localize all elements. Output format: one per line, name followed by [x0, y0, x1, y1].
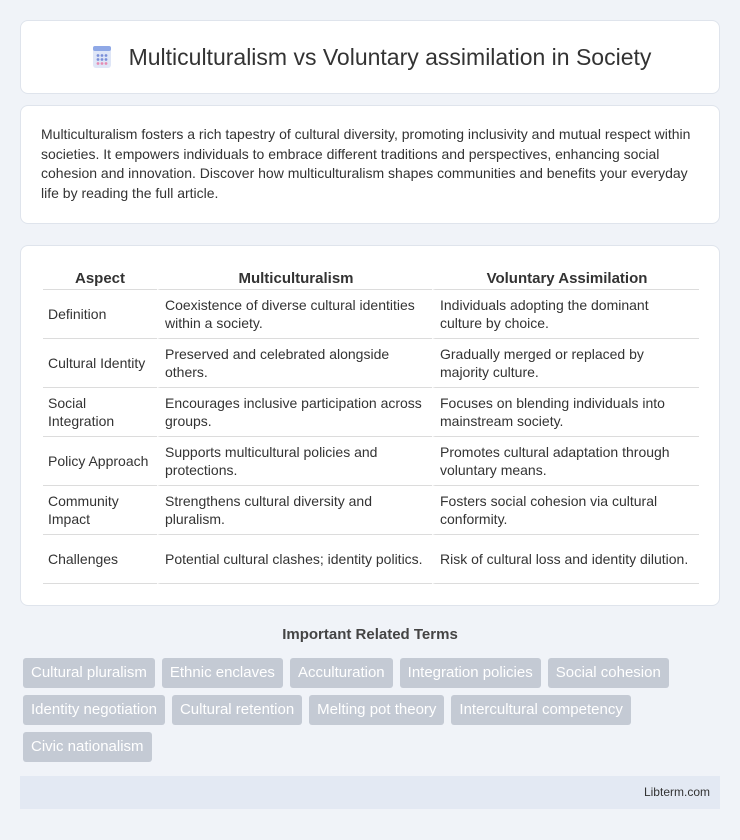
related-term-tag[interactable]: Ethnic enclaves: [162, 658, 283, 688]
row-voluntary-assimilation: Risk of cultural loss and identity dilution.: [432, 535, 699, 584]
table-row: [43, 290, 699, 339]
row-multiculturalism: Potential cultural clashes; identity politics.: [157, 535, 432, 584]
row-voluntary-assimilation: Focuses on blending individuals into mainstream society.: [432, 388, 699, 437]
related-term-tag[interactable]: Integration policies: [400, 658, 541, 688]
intro-text: Multiculturalism fosters a rich tapestry of cultural diversity, promoting inclusivity and mutual respect within societies. It empowers individuals to embrace different traditions and perspectives, enhancing social cohesion and innovation. Discover how multiculturalism shapes communities and benefits your everyday life by reading the full article.: [41, 126, 691, 201]
row-voluntary-assimilation: Gradually merged or replaced by majority culture.: [432, 339, 699, 388]
header-multiculturalism: Multiculturalism: [157, 268, 432, 290]
footer: [20, 776, 720, 809]
row-voluntary-assimilation: Individuals adopting the dominant culture by choice.: [432, 290, 699, 339]
row-aspect: Cultural Identity: [43, 339, 157, 388]
related-term-tag[interactable]: Identity negotiation: [23, 695, 165, 725]
row-aspect: Policy Approach: [43, 437, 157, 486]
table-row: [43, 339, 699, 388]
comparison-table: [43, 268, 699, 584]
row-multiculturalism: Coexistence of diverse cultural identities within a society.: [157, 290, 432, 339]
row-multiculturalism: Supports multicultural policies and protections.: [157, 437, 432, 486]
header-card: [20, 20, 720, 94]
table-row: [43, 486, 699, 535]
related-term-tag[interactable]: Intercultural competency: [451, 695, 630, 725]
header-voluntary-assimilation: Voluntary Assimilation: [432, 268, 699, 290]
related-term-tag[interactable]: Civic nationalism: [23, 732, 152, 762]
row-voluntary-assimilation: Promotes cultural adaptation through voluntary means.: [432, 437, 699, 486]
related-term-tag[interactable]: Cultural retention: [172, 695, 302, 725]
related-terms-heading: Important Related Terms: [282, 626, 458, 643]
related-term-tag[interactable]: Melting pot theory: [309, 695, 444, 725]
comparison-card: [20, 245, 720, 606]
table-row: [43, 437, 699, 486]
related-term-tag[interactable]: Acculturation: [290, 658, 393, 688]
row-multiculturalism: Encourages inclusive participation across groups.: [157, 388, 432, 437]
header-aspect: Aspect: [43, 268, 157, 290]
row-multiculturalism: Preserved and celebrated alongside others.: [157, 339, 432, 388]
row-aspect: Definition: [43, 290, 157, 339]
related-term-tag[interactable]: Social cohesion: [548, 658, 669, 688]
intro-card: [20, 105, 720, 224]
page-title: Multiculturalism vs Voluntary assimilation in Society: [128, 43, 652, 70]
header: [89, 44, 652, 71]
related-term-tag[interactable]: Cultural pluralism: [23, 658, 155, 688]
table-header-row: [43, 268, 699, 290]
row-aspect: Community Impact: [43, 486, 157, 535]
row-aspect: Social Integration: [43, 388, 157, 437]
related-terms-list: [23, 658, 723, 762]
table-row: [43, 535, 699, 584]
row-aspect: Challenges: [43, 535, 157, 584]
table-row: [43, 388, 699, 437]
row-voluntary-assimilation: Fosters social cohesion via cultural conformity.: [432, 486, 699, 535]
document-grid-icon: [89, 44, 115, 70]
row-multiculturalism: Strengthens cultural diversity and pluralism.: [157, 486, 432, 535]
footer-site-link[interactable]: Libterm.com: [643, 785, 710, 799]
